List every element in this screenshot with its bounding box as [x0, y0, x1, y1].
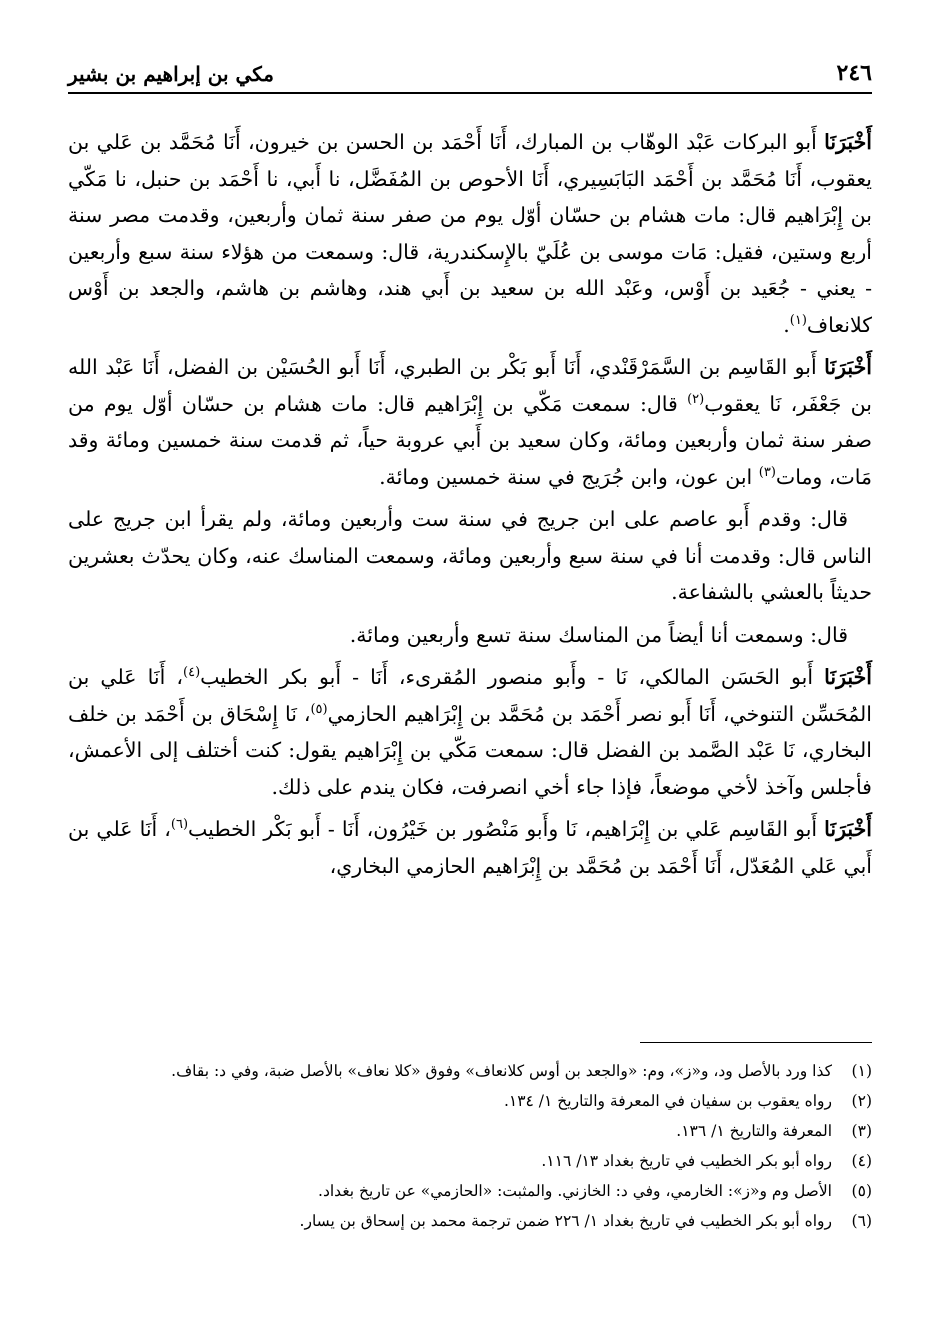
- paragraph-text: ابن عون، وابن جُرَيج في سنة خمسين ومائة.: [379, 464, 759, 489]
- paragraph-lead-word: أَخْبَرَنَا: [824, 665, 872, 689]
- paragraph-lead-word: أَخْبَرَنَا: [824, 817, 872, 841]
- footnote-reference: (٥): [310, 701, 328, 717]
- footnote-number: (٣): [851, 1122, 872, 1140]
- footnote-reference: (٦): [170, 817, 189, 833]
- footnote-number: (١): [851, 1062, 872, 1080]
- footnote-number: (٥): [851, 1182, 872, 1200]
- footnote-text: المعرفة والتاريخ ١/ ١٣٦.: [676, 1122, 832, 1140]
- footnote-text: كذا ورد بالأصل ود، و«ز»، وم: «والجعد بن أوس كلانعاف» وفوق «كلا نعاف» بالأصل ضبة، وفي د: بقاف.: [171, 1062, 832, 1080]
- paragraph-text: أَبو القَاسِم عَلي بن إِبْرَاهيم، نَا وأَبو مَنْصُور بن خَيْرُون، أَنَا - أَبو بَكْر الخطيب: [188, 817, 825, 841]
- footnote-text: رواه أبو بكر الخطيب في تاريخ بغداد ١/ ٢٢٦ ضمن ترجمة محمد بن إسحاق بن يسار.: [299, 1212, 832, 1230]
- paragraph: [68, 501, 872, 611]
- footnote-reference: (٢): [687, 391, 705, 407]
- footnote-number: (٦): [851, 1212, 872, 1230]
- footnote: [68, 1146, 872, 1176]
- page-header: [68, 58, 872, 94]
- footnote-reference: (١): [789, 312, 807, 328]
- footnote: [68, 1056, 872, 1086]
- footnote: [68, 1086, 872, 1116]
- paragraph-text: ، أَنَا عَلي بن المُحَسِّن التنوخي، أَنَا أَبو نصر أَحْمَد بن مُحَمَّد بن إِبْرَاهيم الحازمي: [68, 665, 872, 726]
- footnote: [68, 1206, 872, 1236]
- paragraph-text: قال: وقدم أَبو عاصم على ابن جريج في سنة ست وأربعين ومائة، ولم يقرأ ابن جريج على الناس قال: وقدمت أنا في سنة سبع وأربعين ومائة، وسمعت المناسك عنه، وكان يحدّث بعشرين حديثاً بالعشي بالشفاعة.: [68, 507, 872, 604]
- footnote-number: (٢): [851, 1092, 872, 1110]
- footnote-text: رواه يعقوب بن سفيان في المعرفة والتاريخ ١/ ١٣٤.: [503, 1092, 832, 1110]
- paragraph-text: قال: وسمعت أنا أيضاً من المناسك سنة تسع وأربعين ومائة.: [349, 622, 848, 647]
- footnote-reference: (٣): [758, 464, 776, 480]
- paragraph-text: أَبو البركات عَبْد الوهّاب بن المبارك، أَنَا أَحْمَد بن الحسن بن خيرون، أَنَا مُحَمَّد بن عَلي بن يعقوب، أَنَا مُحَمَّد بن أَحْمَد البَابَسِيري، أَنَا الأحوص بن المُفَضَّل، نا أَبي، نا أَحْمَد بن حنبل، نا مَكّي بن إِبْرَاهيم قال: مات هشام بن حسّان أوّل يوم من صفر سنة ثمان وأربعين، وقدمت مصر سنة أربع وستين، فقيل: مَات موسى بن عُلَيّ بالإِسكندرية، قال: وسمعت من هؤلاء سنة سبع وأربعين - يعني - جُعَيد بن أَوْس، وعَبْد الله بن سعيد بن أَبي هند، وهاشم بن هاشم، والجعد بن أَوْس كلانعاف: [68, 130, 872, 337]
- footnote: [68, 1176, 872, 1206]
- paragraph-text: .: [783, 312, 790, 337]
- paragraph: [68, 349, 872, 495]
- paragraph-text: أَبو الحَسَن المالكي، نَا - وأَبو منصور المُقرىء، أَنَا - أَبو بكر الخطيب: [200, 665, 825, 689]
- paragraph: [68, 659, 872, 805]
- footnote-reference: (٤): [183, 665, 201, 681]
- paragraph-lead-word: أَخْبَرَنَا: [824, 130, 872, 154]
- paragraph: [68, 617, 872, 654]
- footnotes: [68, 1056, 872, 1236]
- footnote-divider: [640, 1042, 872, 1043]
- main-text: [68, 124, 872, 890]
- paragraph: [68, 124, 872, 343]
- footnote-text: الأصل وم و«ز»: الخارمي، وفي د: الخازني. والمثبت: «الحازمي» عن تاريخ بغداد.: [318, 1182, 832, 1200]
- paragraph-lead-word: أَخْبَرَنَا: [824, 355, 872, 379]
- running-title: مكي بن إبراهيم بن بشير: [68, 62, 274, 86]
- footnote-text: رواه أبو بكر الخطيب في تاريخ بغداد ١٣/ ١١٦.: [541, 1152, 832, 1170]
- paragraph-text: ، أَنَا عَلي بن أَبي عَلي المُعَدّل، أَنَا أَحْمَد بن مُحَمَّد بن إِبْرَاهيم الحازمي البخاري،: [68, 817, 872, 878]
- paragraph-text: قال: سمعت مَكّي بن إِبْرَاهيم قال: مات هشام بن حسّان أوّل يوم من صفر سنة ثمان وأربعين ومائة، وكان سعيد بن أَبي عروبة حياً، ثم قدمت سنة خمسين ومائة وقد مَات، ومات: [68, 391, 872, 489]
- page-number: ٢٤٦: [836, 60, 872, 86]
- paragraph: [68, 811, 872, 884]
- footnote: [68, 1116, 872, 1146]
- footnote-number: (٤): [851, 1152, 872, 1170]
- paragraph-text: ، نَا إِسْحَاق بن أَحْمَد بن خلف البخاري، نَا عَبْد الصَّمد بن الفضل قال: سمعت مَكّي بن إِبْرَاهيم يقول: كنت أختلف إلى الأعمش، فأجلس وآخذ لأخي موضعاً، فإذا جاء أخي انصرفت، فكان يندم على ذلك.: [68, 701, 872, 799]
- paragraph-text: أَبو القَاسِم بن السَّمَرْقَنْدي، أَنَا أَبو بَكْر بن الطبري، أَنَا أَبو الحُسَيْن بن الفضل، أَنَا عَبْد الله بن جَعْفَر، نَا يعقوب: [68, 355, 872, 416]
